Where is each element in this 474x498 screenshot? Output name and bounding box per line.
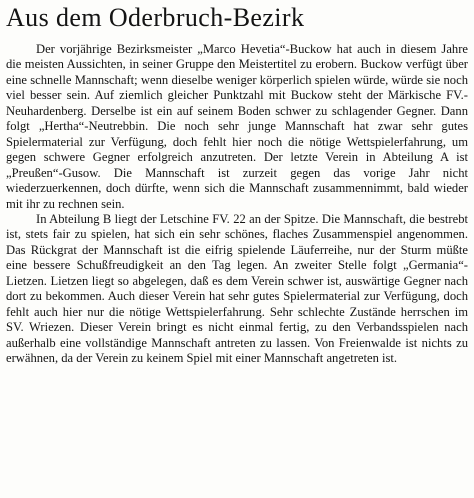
- article-paragraph-2: In Abteilung B liegt der Letschine FV. 22 an der Spitze. Die Mannschaft, die bestrebt ist, stets fair zu spielen, hat sich ein sehr schönes, flaches Zusammenspiel angenommen. Das Rückgrat der Mannschaft ist die eifrig spielende Läuferreihe, nur der Sturm müßte eine bessere Schußfreudigkeit an den Tag legen. An zweiter Stelle folgt „Germania“-Lietzen. Lietzen liegt so abgelegen, daß es dem Verein schwer ist, auswärtige Gegner nach dort zu bekommen. Auch dieser Verein hat sehr gutes Spielermaterial zur Verfügung, doch fehlt auch hier nur die nötige Wettspielerfahrung. Sehr schlechte Zustände herrschen im SV. Wriezen. Dieser Verein bringt es nicht einmal fertig, zu den Verbandsspielen nach außerhalb eine vollständige Mannschaft antreten zu lassen. Von Freienwalde ist nichts zu erwähnen, da der Verein zu keinem Spiel mit einer Mannschaft angetreten ist.: [6, 211, 468, 366]
- article-paragraph-1: Der vorjährige Bezirksmeister „Marco Hevetia“-Buckow hat auch in diesem Jahre die meisten Aussichten, in seiner Gruppe den Meistertitel zu erobern. Buckow verfügt über eine schnelle Mannschaft; wenn dieselbe weniger körperlich spielen würde, würde sie noch viel besser sein. Auf ziemlich gleicher Punktzahl mit Buckow steht der Märkische FV.-Neuhardenberg. Derselbe ist ein auf seinem Boden schwer zu schlagender Gegner. Dann folgt „Hertha“-Neutrebbin. Die noch sehr junge Mannschaft hat zwar sehr gutes Spielermaterial zur Verfügung, doch fehlt hier noch die nötige Wettspielerfahrung, um gegen schwere Gegner erfolgreich anzutreten. Der letzte Verein in Abteilung A ist „Preußen“-Gusow. Die Mannschaft ist zurzeit gegen das vorige Jahr nicht wiederzuerkennen, doch dürfte, wenn sich die Mannschaft zusammennimmt, bald wieder mit ihr zu rechnen sein.: [6, 42, 468, 211]
- article-headline: Aus dem Oderbruch-Bezirk: [6, 3, 305, 32]
- article-body: [6, 42, 468, 367]
